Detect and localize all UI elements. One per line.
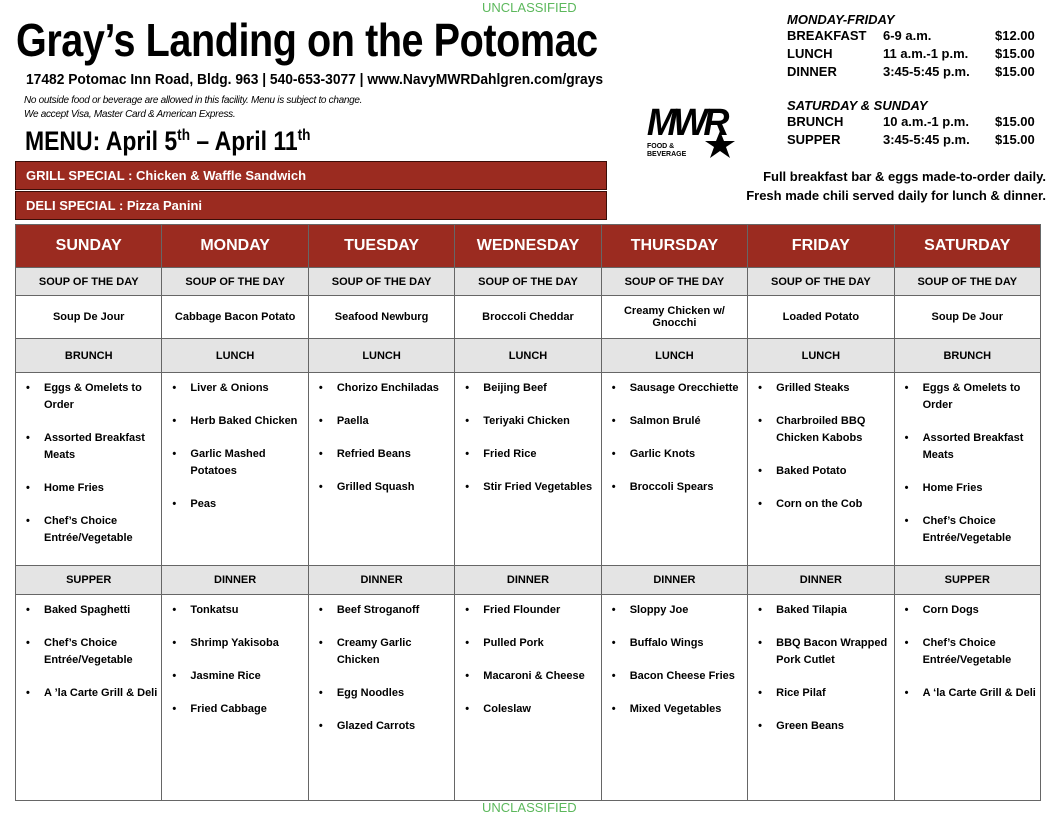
menu-item: • Green Beans (756, 718, 889, 735)
menu-item: • Beef Stroganoff (317, 602, 450, 619)
menu-item: • Fried Flounder (463, 602, 596, 619)
menu-item: • Herb Baked Chicken (170, 413, 303, 430)
menu-item-list (317, 602, 450, 735)
menu-item: • Coleslaw (463, 701, 596, 718)
first-meal-items (895, 373, 1041, 566)
menu-item: • Liver & Onions (170, 380, 303, 397)
menu-item: • Sloppy Joe (610, 602, 743, 619)
menu-item: • Charbroiled BBQ Chicken Kabobs (756, 413, 889, 447)
hours-row (787, 114, 1052, 132)
breakfast-promo: Full breakfast bar & eggs made-to-order daily. (763, 169, 1046, 184)
menu-item: • Corn Dogs (903, 602, 1036, 619)
second-meal-items (162, 595, 308, 801)
menu-item-list (610, 602, 743, 718)
menu-item: • Chef’s Choice Entrée/Vegetable (903, 513, 1036, 547)
second-meal-items (455, 595, 601, 801)
weekly-menu-grid (15, 224, 1041, 801)
day-header: FRIDAY (748, 225, 894, 268)
hours-row (787, 132, 1052, 150)
meal-label: DINNER (309, 566, 455, 595)
menu-item: • Chef’s Choice Entrée/Vegetable (903, 635, 1036, 669)
grill-special: GRILL SPECIAL : Chicken & Waffle Sandwich (15, 161, 607, 190)
menu-item: • Paella (317, 413, 450, 430)
menu-start: MENU: April 5 (25, 126, 178, 156)
menu-item-list (903, 602, 1036, 702)
payment-note: We accept Visa, Master Card & American Express. (24, 109, 236, 120)
menu-item-list (170, 380, 303, 513)
menu-item: • Home Fries (24, 480, 157, 497)
menu-item: • Buffalo Wings (610, 635, 743, 652)
soup-label: SOUP OF THE DAY (16, 268, 162, 296)
soup-label: SOUP OF THE DAY (309, 268, 455, 296)
meal-label: DINNER (162, 566, 308, 595)
svg-text:MWR: MWR (646, 103, 726, 144)
soup-label: SOUP OF THE DAY (162, 268, 308, 296)
second-meal-items (602, 595, 748, 801)
day-header: TUESDAY (309, 225, 455, 268)
weekend-heading: SATURDAY & SUNDAY (787, 98, 928, 113)
menu-item: • Broccoli Spears (610, 479, 743, 496)
meal-label: DINNER (748, 566, 894, 595)
menu-item: • Beijing Beef (463, 380, 596, 397)
first-meal-items (455, 373, 601, 566)
menu-item: • Assorted Breakfast Meats (24, 430, 157, 464)
meal-label: LUNCH (162, 339, 308, 373)
menu-item: • Baked Spaghetti (24, 602, 157, 619)
classification-banner-bottom: UNCLASSIFIED (482, 800, 577, 815)
meal-label: LUNCH (602, 339, 748, 373)
menu-item: • Egg Noodles (317, 685, 450, 702)
menu-item: • Refried Beans (317, 446, 450, 463)
page-title: Gray’s Landing on the Potomac (16, 14, 598, 66)
meal-label: BRUNCH (895, 339, 1041, 373)
meal: LUNCH (787, 46, 833, 61)
meal: BREAKFAST (787, 28, 867, 43)
price: $15.00 (995, 64, 1035, 79)
meal-label: DINNER (602, 566, 748, 595)
menu-item: • Grilled Squash (317, 479, 450, 496)
hours-row (787, 64, 1052, 82)
meal-label: LUNCH (748, 339, 894, 373)
menu-item-list (24, 602, 157, 702)
second-meal-items (748, 595, 894, 801)
second-meal-items (309, 595, 455, 801)
weekday-heading: MONDAY-FRIDAY (787, 12, 895, 27)
meal-label: DINNER (455, 566, 601, 595)
meal: BRUNCH (787, 114, 844, 129)
menu-item: • Tonkatsu (170, 602, 303, 619)
menu-item: • Shrimp Yakisoba (170, 635, 303, 652)
day-header: MONDAY (162, 225, 308, 268)
soup-of-day: Seafood Newburg (309, 296, 455, 339)
menu-item: • Eggs & Omelets to Order (903, 380, 1036, 414)
menu-item: • Home Fries (903, 480, 1036, 497)
hours-pricing (787, 12, 1052, 150)
menu-item: • BBQ Bacon Wrapped Pork Cutlet (756, 635, 889, 669)
menu-item: • Macaroni & Cheese (463, 668, 596, 685)
soup-of-day: Loaded Potato (748, 296, 894, 339)
menu-item: • Garlic Knots (610, 446, 743, 463)
day-header: WEDNESDAY (455, 225, 601, 268)
menu-item-list (170, 602, 303, 718)
menu-item: • Teriyaki Chicken (463, 413, 596, 430)
first-meal-items (16, 373, 162, 566)
menu-item: • Mixed Vegetables (610, 701, 743, 718)
price: $15.00 (995, 114, 1035, 129)
first-meal-items (309, 373, 455, 566)
menu-item: • Fried Rice (463, 446, 596, 463)
meal: DINNER (787, 64, 837, 79)
time: 6-9 a.m. (883, 28, 932, 43)
first-meal-items (602, 373, 748, 566)
menu-item-list (756, 602, 889, 735)
soup-label: SOUP OF THE DAY (895, 268, 1041, 296)
price: $15.00 (995, 132, 1035, 147)
menu-item-list (317, 380, 450, 496)
menu-item-list (903, 380, 1036, 547)
meal-label: SUPPER (16, 566, 162, 595)
chili-promo: Fresh made chili served daily for lunch & dinner. (746, 188, 1046, 203)
menu-item: • Salmon Brulé (610, 413, 743, 430)
svg-text:FOOD &: FOOD & (647, 143, 675, 150)
hours-row (787, 46, 1052, 64)
menu-item-list (463, 380, 596, 496)
menu-item: • Rice Pilaf (756, 685, 889, 702)
meal-label: LUNCH (309, 339, 455, 373)
day-header: SUNDAY (16, 225, 162, 268)
menu-item: • Bacon Cheese Fries (610, 668, 743, 685)
menu-item: • Chef’s Choice Entrée/Vegetable (24, 635, 157, 669)
classification-banner-top: UNCLASSIFIED (482, 0, 577, 15)
soup-of-day: Cabbage Bacon Potato (162, 296, 308, 339)
deli-special: DELI SPECIAL : Pizza Panini (15, 191, 607, 220)
menu-item: • Baked Potato (756, 463, 889, 480)
soup-of-day: Broccoli Cheddar (455, 296, 601, 339)
menu-item-list (610, 380, 743, 496)
soup-label: SOUP OF THE DAY (602, 268, 748, 296)
menu-item: • Eggs & Omelets to Order (24, 380, 157, 414)
menu-item-list (24, 380, 157, 547)
first-meal-items (748, 373, 894, 566)
ordinal: th (177, 127, 191, 144)
day-header: THURSDAY (602, 225, 748, 268)
meal: SUPPER (787, 132, 841, 147)
ordinal: th (297, 127, 311, 144)
menu-item: • Assorted Breakfast Meats (903, 430, 1036, 464)
menu-item: • Jasmine Rice (170, 668, 303, 685)
menu-item: • Baked Tilapia (756, 602, 889, 619)
menu-item: • Glazed Carrots (317, 718, 450, 735)
soup-of-day: Soup De Jour (895, 296, 1041, 339)
svg-text:BEVERAGE: BEVERAGE (647, 151, 687, 158)
menu-item: • Sausage Orecchiette (610, 380, 743, 397)
meal-label: LUNCH (455, 339, 601, 373)
address-line: 17482 Potomac Inn Road, Bldg. 963 | 540-653-3077 | www.NavyMWRDahlgren.com/grays (26, 71, 604, 88)
meal-label: BRUNCH (16, 339, 162, 373)
mwr-logo (645, 103, 745, 159)
menu-item: • Pulled Pork (463, 635, 596, 652)
menu-item: • Chorizo Enchiladas (317, 380, 450, 397)
menu-item: • Corn on the Cob (756, 496, 889, 513)
menu-dates (25, 126, 310, 157)
time: 3:45-5:45 p.m. (883, 64, 970, 79)
soup-of-day: Soup De Jour (16, 296, 162, 339)
menu-item: • A ’la Carte Grill & Deli (24, 685, 157, 702)
soup-label: SOUP OF THE DAY (455, 268, 601, 296)
meal-label: SUPPER (895, 566, 1041, 595)
first-meal-items (162, 373, 308, 566)
menu-item: • Fried Cabbage (170, 701, 303, 718)
menu-item: • Stir Fried Vegetables (463, 479, 596, 496)
time: 11 a.m.-1 p.m. (883, 46, 969, 61)
time: 10 a.m.-1 p.m. (883, 114, 969, 129)
second-meal-items (895, 595, 1041, 801)
menu-end: – April 11 (190, 126, 298, 156)
menu-item-list (756, 380, 889, 513)
menu-item-list (463, 602, 596, 718)
policy-note: No outside food or beverage are allowed in this facility. Menu is subject to change. (24, 95, 363, 106)
menu-item: • Garlic Mashed Potatoes (170, 446, 303, 480)
second-meal-items (16, 595, 162, 801)
menu-item: • Chef’s Choice Entrée/Vegetable (24, 513, 157, 547)
soup-label: SOUP OF THE DAY (748, 268, 894, 296)
menu-item: • Grilled Steaks (756, 380, 889, 397)
menu-item: • A ‘la Carte Grill & Deli (903, 685, 1036, 702)
hours-row (787, 28, 1052, 46)
day-header: SATURDAY (895, 225, 1041, 268)
soup-of-day: Creamy Chicken w/ Gnocchi (602, 296, 748, 339)
menu-item: • Peas (170, 496, 303, 513)
price: $12.00 (995, 28, 1035, 43)
time: 3:45-5:45 p.m. (883, 132, 970, 147)
menu-item: • Creamy Garlic Chicken (317, 635, 450, 669)
price: $15.00 (995, 46, 1035, 61)
